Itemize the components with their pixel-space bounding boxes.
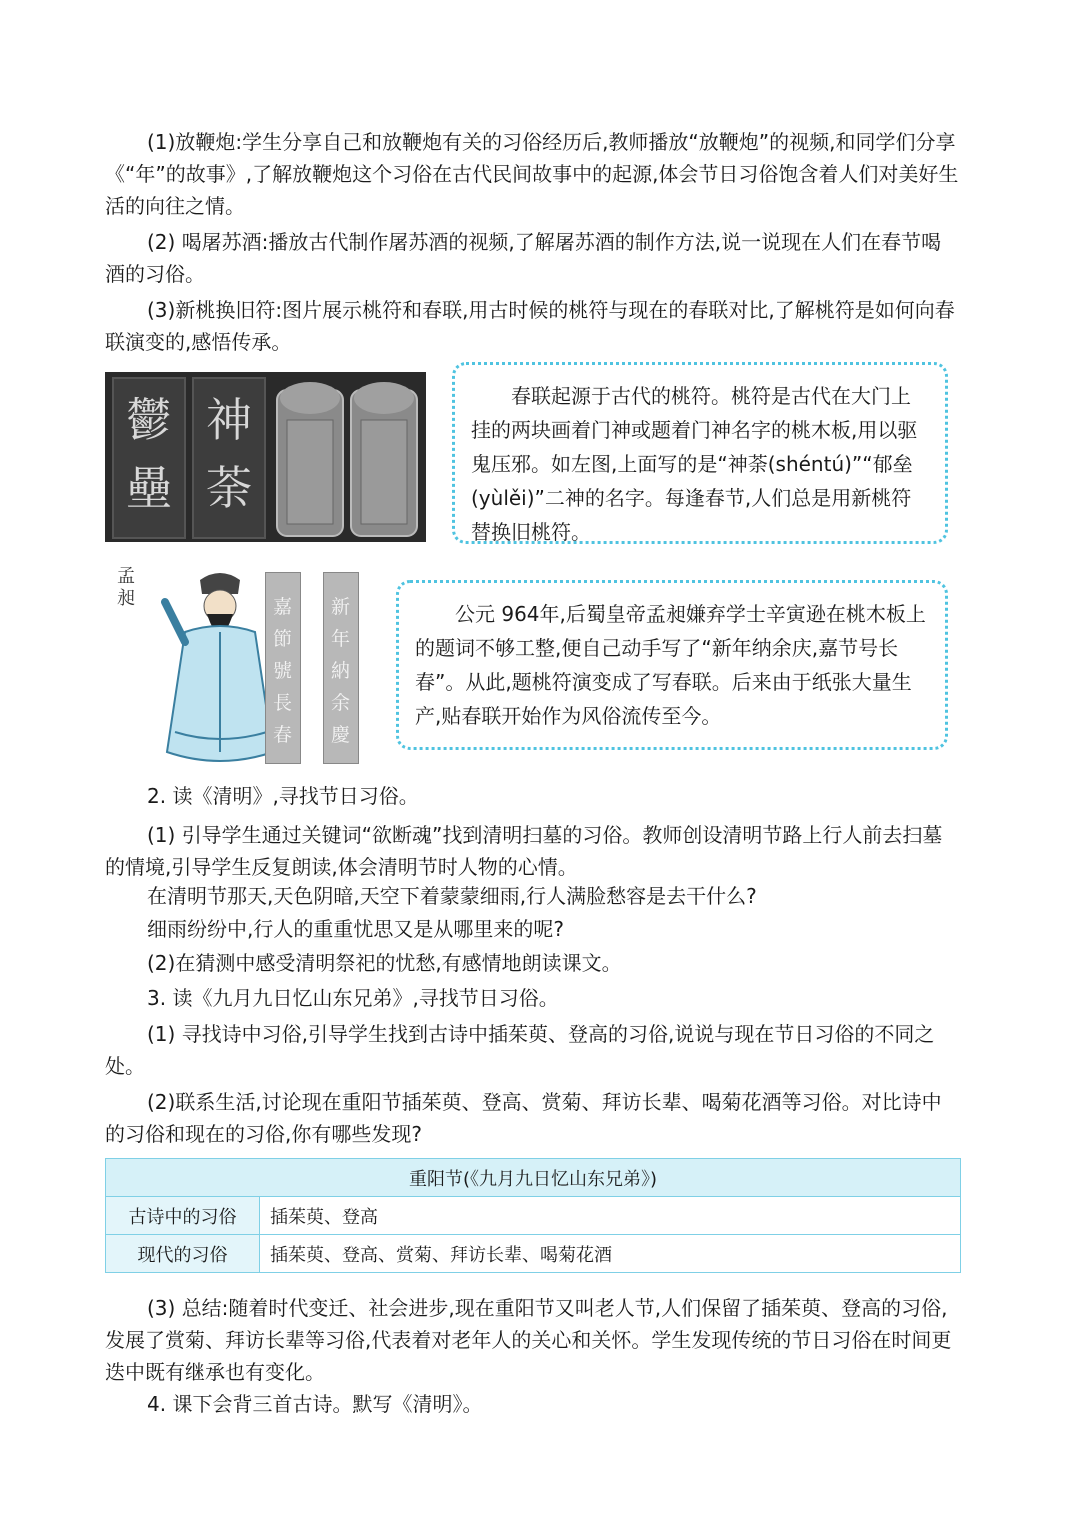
scroll-left-text: 嘉節號長春: [273, 596, 293, 746]
callout-peach-charm-origin: [452, 362, 948, 544]
callout-meng-chang-story: [396, 580, 948, 750]
meng-chang-name-label: 孟昶: [117, 566, 135, 609]
callout-meng-chang-text: 公元 964年,后蜀皇帝孟昶嫌弃学士辛寅逊在桃木板上的题词不够工整,便自己动手写了“新年纳余庆,嘉节号长春”。从此,题桃符演变成了写春联。后来由于纸张大量生产,贴春联开始作为风俗流传至今。: [415, 602, 926, 728]
section3-heading: 3. 读《九月九日忆山东兄弟》,寻找节日习俗。: [147, 986, 559, 1010]
section2-question-1: 在清明节那天,天色阴暗,天空下着蒙蒙细雨,行人满脸愁容是去干什么?: [147, 884, 757, 908]
table-row-label: 现代的习俗: [106, 1235, 260, 1273]
scroll-right-text: 新年納余慶: [331, 596, 351, 746]
section2-heading: 2. 读《清明》,寻找节日习俗。: [147, 784, 419, 808]
table-row: [106, 1235, 961, 1273]
board-left-characters: 鬱壘: [126, 393, 172, 515]
section3-paragraph-2: (2)联系生活,讨论现在重阳节插茱萸、登高、赏菊、拜访长辈、喝菊花酒等习俗。对比诗中的习俗和现在的习俗,你有哪些发现?: [105, 1090, 942, 1146]
section3-summary: (3) 总结:随着时代变迁、社会进步,现在重阳节又叫老人节,人们保留了插茱萸、登高的习俗,发展了赏菊、拜访长辈等习俗,代表着对老年人的关心和关怀。学生发现传统的节日习俗在时间更迭中既有继承也有变化。: [105, 1296, 952, 1384]
paragraph-peach-charms: (3)新桃换旧符:图片展示桃符和春联,用古时候的桃符与现在的春联对比,了解桃符是如何向春联演变的,感悟传承。: [105, 298, 955, 354]
paragraph-firecrackers: (1)放鞭炮:学生分享自己和放鞭炮有关的习俗经历后,教师播放“放鞭炮”的视频,和同学们分享《“年”的故事》,了解放鞭炮这个习俗在古代民间故事中的起源,体会节日习俗饱含着人们对美好生活的向往之情。: [105, 130, 959, 218]
table-row: [106, 1197, 961, 1235]
table-row-value: 插茱萸、登高、赏菊、拜访长辈、喝菊花酒: [260, 1235, 961, 1273]
section4-homework: 4. 课下会背三首古诗。默写《清明》。: [147, 1392, 483, 1416]
peach-charm-photo: [105, 372, 426, 542]
customs-comparison-table: [105, 1158, 961, 1273]
scroll-right: [323, 572, 359, 764]
table-row-value: 插茱萸、登高: [260, 1197, 961, 1235]
section2-question-2: 细雨纷纷中,行人的重重忧思又是从哪里来的呢?: [147, 917, 564, 941]
section2-paragraph-2: (2)在猜测中感受清明祭祀的忧愁,有感情地朗读课文。: [147, 951, 622, 975]
section2-paragraph-1: (1) 引导学生通过关键词“欲断魂”找到清明扫墓的习俗。教师创设清明节路上行人前去扫墓的情境,引导学生反复朗读,体会清明节时人物的心情。: [105, 823, 943, 879]
meng-chang-illustration: [105, 562, 365, 766]
table-header-row: [106, 1159, 961, 1197]
scroll-left: [265, 572, 301, 764]
section3-paragraph-1: (1) 寻找诗中习俗,引导学生找到古诗中插茱萸、登高的习俗,说说与现在节日习俗的不同之处。: [105, 1022, 935, 1078]
table-title: 重阳节(《九月九日忆山东兄弟》): [106, 1159, 961, 1197]
paragraph-tusu-wine: (2) 喝屠苏酒:播放古代制作屠苏酒的视频,了解屠苏酒的制作方法,说一说现在人们在春节喝酒的习俗。: [105, 230, 942, 286]
table-row-label: 古诗中的习俗: [106, 1197, 260, 1235]
callout-peach-charm-text: 春联起源于古代的桃符。桃符是古代在大门上挂的两块画着门神或题着门神名字的桃木板,用以驱鬼压邪。如左图,上面写的是“神荼(shéntú)”“郁垒(yùlěi)”二神的名字。每逢春节,人们总是用新桃符替换旧桃符。: [471, 384, 918, 544]
board-right-characters: 神荼: [206, 393, 252, 515]
